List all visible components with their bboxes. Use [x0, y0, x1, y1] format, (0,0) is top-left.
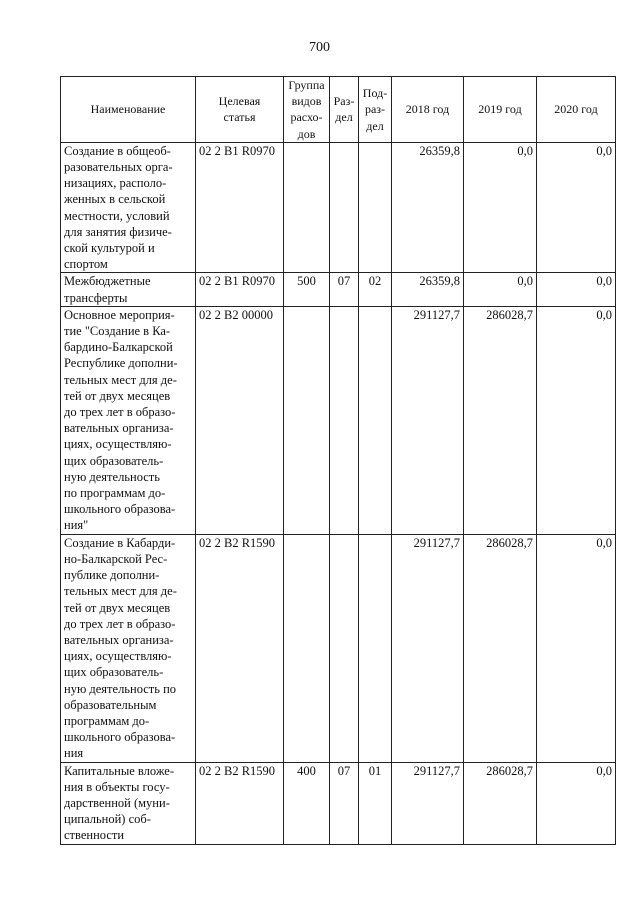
row-2020: 0,0	[537, 534, 616, 762]
row-2018: 26359,8	[392, 273, 464, 306]
row-expense-group: 500	[284, 273, 330, 306]
row-subsection: 01	[359, 762, 392, 844]
row-2019: 286028,7	[464, 762, 537, 844]
row-expense-group: 400	[284, 762, 330, 844]
row-name: Создание в Кабарди- но-Балкарской Рес- публике дополни- тельных мест для де- тей от двух месяцев до трех лет в образо- вательных организа- циях, осуществляю- щих образователь- ную деятельность по образовательным программам до- школьного образова- ния	[61, 534, 196, 762]
row-name: Создание в общеоб- разовательных орга- низациях, располо- женных в сельской местности, условий для занятия физиче- ской культурой и спортом	[61, 142, 196, 273]
row-section: 07	[330, 273, 359, 306]
row-2019: 0,0	[464, 273, 537, 306]
table-header-row	[61, 77, 616, 143]
table-row	[61, 142, 616, 273]
header-section: Раз- дел	[330, 77, 359, 143]
row-expense-group	[284, 306, 330, 534]
header-expense-group: Группа видов расхо- дов	[284, 77, 330, 143]
budget-table	[60, 76, 616, 845]
row-2020: 0,0	[537, 273, 616, 306]
row-target-article: 02 2 В1 R0970	[196, 142, 284, 273]
row-name: Основное мероприя- тие "Создание в Ка- бардино-Балкарской Республике дополни- тельных мест для де- тей от двух месяцев до трех лет в образо- вательных организа- циях, осуществляю- щих образователь- ную деятельность по программам до- школьного образова- ния"	[61, 306, 196, 534]
row-subsection	[359, 306, 392, 534]
header-target-article: Целевая статья	[196, 77, 284, 143]
header-2019: 2019 год	[464, 77, 537, 143]
header-subsection: Под- раз- дел	[359, 77, 392, 143]
header-name: Наименование	[61, 77, 196, 143]
row-2018: 26359,8	[392, 142, 464, 273]
row-2020: 0,0	[537, 762, 616, 844]
row-2019: 286028,7	[464, 306, 537, 534]
row-section	[330, 142, 359, 273]
row-2018: 291127,7	[392, 306, 464, 534]
row-2018: 291127,7	[392, 762, 464, 844]
row-target-article: 02 2 В2 R1590	[196, 762, 284, 844]
row-2020: 0,0	[537, 306, 616, 534]
row-section	[330, 306, 359, 534]
row-name: Межбюджетные трансферты	[61, 273, 196, 306]
row-target-article: 02 2 В2 00000	[196, 306, 284, 534]
table-row	[61, 273, 616, 306]
table-row	[61, 762, 616, 844]
row-section	[330, 534, 359, 762]
row-subsection	[359, 534, 392, 762]
row-2018: 291127,7	[392, 534, 464, 762]
row-subsection	[359, 142, 392, 273]
row-target-article: 02 2 В2 R1590	[196, 534, 284, 762]
header-2020: 2020 год	[537, 77, 616, 143]
row-expense-group	[284, 142, 330, 273]
table-row	[61, 306, 616, 534]
row-2019: 286028,7	[464, 534, 537, 762]
page-number: 700	[309, 40, 330, 55]
row-expense-group	[284, 534, 330, 762]
header-2018: 2018 год	[392, 77, 464, 143]
row-subsection: 02	[359, 273, 392, 306]
row-2020: 0,0	[537, 142, 616, 273]
row-target-article: 02 2 В1 R0970	[196, 273, 284, 306]
row-section: 07	[330, 762, 359, 844]
table-row	[61, 534, 616, 762]
row-name: Капитальные вложе- ния в объекты госу- дарственной (муни- ципальной) соб- ственности	[61, 762, 196, 844]
row-2019: 0,0	[464, 142, 537, 273]
